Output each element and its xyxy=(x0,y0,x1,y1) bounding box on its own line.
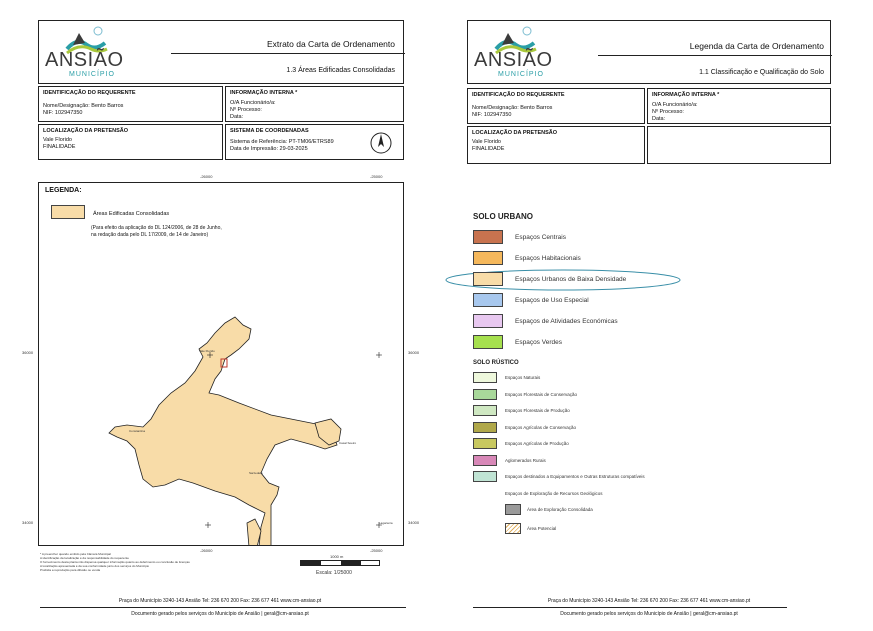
legend-swatch xyxy=(473,438,497,449)
requerente-name: Nome/Designação: Bento Barros xyxy=(43,103,124,109)
legend-row-urbano xyxy=(473,272,626,286)
page-subtitle: 1.3 Áreas Edificadas Consolidadas xyxy=(286,67,395,74)
place-label: Sarzedela xyxy=(249,471,263,475)
info-interna-box xyxy=(647,88,831,124)
header-box xyxy=(38,20,404,84)
requerente-box xyxy=(38,86,223,122)
legend-swatch xyxy=(473,272,503,286)
note-line: A identificação da localização é da responsabilidade do requerente xyxy=(40,556,129,560)
legend-row-recursos xyxy=(505,504,593,515)
scale-bar-label: 1000 m xyxy=(330,554,344,559)
page-title: Extrato da Carta de Ordenamento xyxy=(266,39,395,49)
place-label: Lagarteira xyxy=(379,521,393,525)
info-processo: Nº Processo: xyxy=(230,107,262,113)
legend-swatch xyxy=(505,523,521,534)
legend-label: Espaços Verdes xyxy=(515,338,562,346)
legend-row-urbano xyxy=(473,335,562,349)
legend-row-urbano xyxy=(473,293,589,307)
legend-label: Espaços Centrais xyxy=(515,233,566,241)
requerente-title: IDENTIFICAÇÃO DO REQUERENTE xyxy=(472,92,565,98)
legend-swatch xyxy=(473,455,497,466)
note-line: A localização apresentada é da sua conformidade junto dos serviços do Município xyxy=(40,564,150,568)
divider xyxy=(171,53,405,54)
legend-row-urbano xyxy=(473,314,618,328)
info-title: INFORMAÇÃO INTERNA * xyxy=(230,90,298,96)
legend-label: Espaços Agrícolas de Produção xyxy=(505,441,569,446)
finalidade-label: FINALIDADE xyxy=(43,144,76,150)
legend-row-rustico xyxy=(473,372,540,383)
footer-divider xyxy=(473,607,787,608)
legend-label: Espaços Florestais de Produção xyxy=(505,408,570,413)
print-date: Data de Impressão: 29-03-2025 xyxy=(230,146,308,152)
legend-swatch xyxy=(473,230,503,244)
divider xyxy=(598,55,832,56)
footer-address: Praça do Município 3240-143 Ansião Tel: 236 670 200 Fax: 236 677 461 www.cm-ansiao.pt xyxy=(118,598,322,604)
solo-urbano-title: SOLO URBANO xyxy=(473,212,533,221)
info-processo: Nº Processo: xyxy=(652,109,684,115)
sistema-box xyxy=(225,124,404,160)
legend-label: Espaços Florestais de Conservação xyxy=(505,391,578,397)
info-funcionario: O/A Funcionário/a: xyxy=(652,102,698,108)
map-canvas xyxy=(39,183,404,546)
legend-note-2: na redação dada pelo DL 17/2009, de 14 de Janeiro) xyxy=(91,232,209,238)
legend-row-rustico xyxy=(473,455,546,466)
logo-wordmark: ANSIÃO xyxy=(474,49,553,71)
north-arrow-icon xyxy=(369,131,393,155)
info-funcionario: O/A Funcionário/a: xyxy=(230,100,276,106)
requerente-title: IDENTIFICAÇÃO DO REQUERENTE xyxy=(43,90,136,96)
requerente-box xyxy=(467,88,645,124)
legend-row-recursos xyxy=(505,523,556,534)
recursos-title: Espaços de Exploração de Recursos Geológicos xyxy=(505,491,603,496)
header-box xyxy=(467,20,831,84)
legend-swatch xyxy=(473,471,497,482)
legend-label: Espaços Urbanos de Baixa Densidade xyxy=(515,275,627,283)
page-subtitle: 1.1 Classificação e Qualificação do Solo xyxy=(699,69,824,76)
page-title: Legenda da Carta de Ordenamento xyxy=(689,41,824,51)
footer-generated: Documento gerado pelos serviços do Município de Ansião | geral@cm-ansiao.pt xyxy=(131,611,309,617)
legend-swatch xyxy=(473,389,497,400)
sistema-title: SISTEMA DE COORDENADAS xyxy=(230,128,309,134)
localizacao-title: LOCALIZAÇÃO DA PRETENSÃO xyxy=(43,128,129,134)
legend-row-rustico xyxy=(473,438,569,449)
scale-label: Escala: 1/25000 xyxy=(316,570,352,576)
coord-left-bottom: 34000 xyxy=(22,520,34,525)
requerente-nif: NIF: 102947350 xyxy=(472,112,512,118)
localizacao-value: Vale Florido xyxy=(43,137,72,143)
coord-bottom-left: -26000 xyxy=(200,548,213,553)
solo-rustico-title: SOLO RÚSTICO xyxy=(473,360,519,366)
logo-subtitle: MUNICÍPIO xyxy=(498,71,544,78)
municipality-logo xyxy=(43,23,123,81)
empty-box xyxy=(647,126,831,164)
consolidated-area-south xyxy=(247,519,261,546)
legend-label: Espaços de Atividades Económicas xyxy=(515,317,618,325)
legend-label: Área de Exploração Consolidada xyxy=(527,507,593,512)
legend-row-urbano xyxy=(473,251,581,265)
localizacao-title: LOCALIZAÇÃO DA PRETENSÃO xyxy=(472,130,558,136)
coord-top-right: -25000 xyxy=(370,174,383,179)
info-data: Data: xyxy=(652,116,666,122)
note-line: * A preencher quando emitido pela Câmara Municipal xyxy=(40,552,111,556)
map-frame[interactable] xyxy=(38,182,404,546)
legend-swatch xyxy=(473,405,497,416)
place-label: Casal Soeiro xyxy=(339,441,357,445)
localizacao-box xyxy=(38,124,223,160)
legend-swatch xyxy=(473,335,503,349)
coord-bottom-right: -25000 xyxy=(370,548,383,553)
legend-swatch xyxy=(473,293,503,307)
right-page xyxy=(437,0,873,631)
scale-bar xyxy=(300,560,380,566)
coord-top-left: -26000 xyxy=(200,174,213,179)
legend-row-rustico xyxy=(473,405,570,416)
info-title: INFORMAÇÃO INTERNA * xyxy=(652,92,720,98)
municipality-logo xyxy=(472,23,552,81)
legend-note-1: (Para efeito da aplicação do DL 124/2006, de 28 de Junho, xyxy=(91,225,222,231)
localizacao-box xyxy=(467,126,645,164)
legend-title: LEGENDA: xyxy=(45,187,82,194)
sistema-ref: Sistema de Referência: PT-TM06/ETRS89 xyxy=(230,139,334,145)
note-line: O fornecimento desta planta não dispensa qualquer informação quanto ao deferimento ou conclusão de licenças xyxy=(40,560,190,564)
legend-item-label: Áreas Edificadas Consolidadas xyxy=(93,211,170,217)
legend-label: Aglomerados Rurais xyxy=(505,457,546,463)
disclaimer-notes xyxy=(40,552,240,572)
finalidade-label: FINALIDADE xyxy=(472,146,505,152)
logo-subtitle: MUNICÍPIO xyxy=(69,71,115,78)
legend-label: Espaços Habitacionais xyxy=(515,254,581,262)
legend-label: Área Potencial xyxy=(527,526,557,531)
legend-swatch xyxy=(473,251,503,265)
footer-generated: Documento gerado pelos serviços do Município de Ansião | geral@cm-ansiao.pt xyxy=(560,611,738,617)
legend-label: Espaços Naturais xyxy=(505,375,541,380)
legend-label: Espaços destinados a Equipamentos e Outras Estruturas compatíveis xyxy=(505,474,645,479)
legend-swatch xyxy=(505,504,521,515)
footer-divider xyxy=(40,607,406,608)
legend-swatch xyxy=(473,314,503,328)
localizacao-value: Vale Florido xyxy=(472,139,501,145)
legend-row-rustico xyxy=(473,471,645,482)
legend-swatch xyxy=(473,372,497,383)
info-data: Data: xyxy=(230,114,244,120)
place-label: Constantina xyxy=(129,429,146,433)
requerente-name: Nome/Designação: Bento Barros xyxy=(472,105,553,111)
left-page xyxy=(0,0,436,631)
note-line: Proibida a reprodução para difusão ou venda xyxy=(40,568,101,572)
place-label: Vale Florido xyxy=(199,349,215,353)
legend-label: Espaços de Uso Especial xyxy=(515,296,589,304)
legend-row-rustico xyxy=(473,389,577,400)
legend-label: Espaços Agrícolas de Conservação xyxy=(505,424,577,430)
coord-left-mid: 36000 xyxy=(22,350,34,355)
legend-row-rustico xyxy=(473,422,576,433)
legend-row-urbano xyxy=(473,230,566,244)
info-interna-box xyxy=(225,86,404,122)
coord-right-mid: 36000 xyxy=(408,350,420,355)
footer-address: Praça do Município 3240-143 Ansião Tel: 236 670 200 Fax: 236 677 461 www.cm-ansiao.pt xyxy=(547,598,751,604)
legend-swatch xyxy=(473,422,497,433)
coord-right-bottom: 34000 xyxy=(408,520,420,525)
requerente-nif: NIF: 102947350 xyxy=(43,110,83,116)
logo-wordmark: ANSIÃO xyxy=(45,49,124,71)
